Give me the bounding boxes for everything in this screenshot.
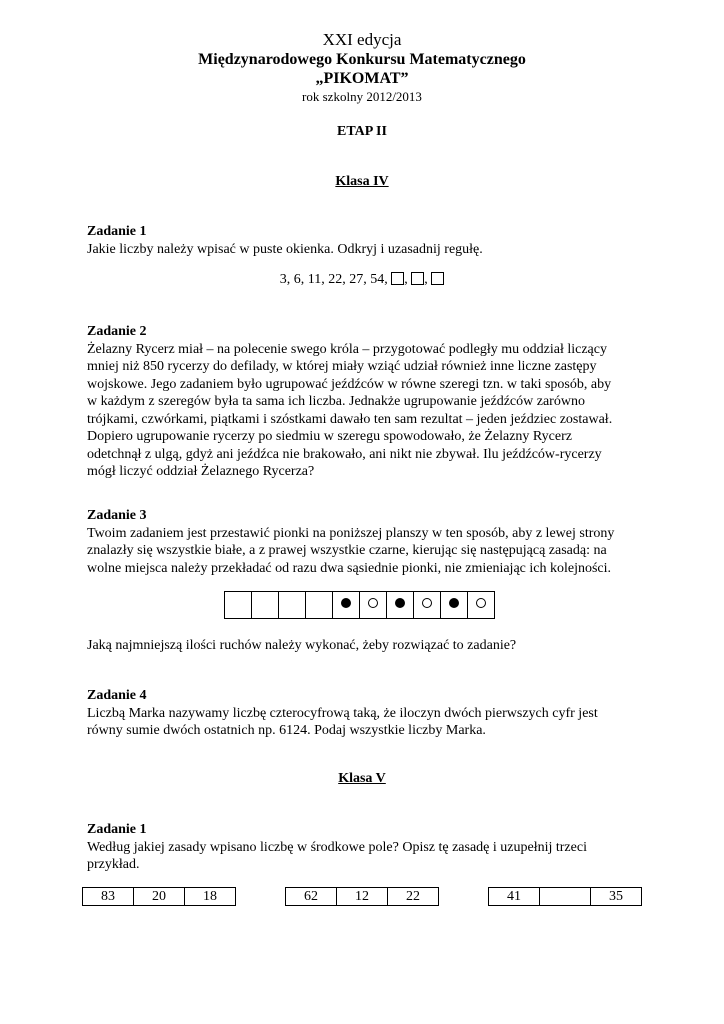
table-cell: 18 — [185, 888, 236, 906]
task-5-1-block — [87, 821, 647, 874]
school-year: rok szkolny 2012/2013 — [302, 89, 422, 104]
task-line: mógł liczyć oddział Żelaznego Rycerza? — [87, 464, 315, 479]
board-cell — [252, 592, 279, 619]
task-1-block — [87, 223, 647, 258]
edition-title: XXI edycja — [322, 30, 402, 49]
board-cell — [306, 592, 333, 619]
task-line: znalazły się wszystkie białe, a z prawej wszystkie czarne, kierując się następującą zasadą: na — [87, 543, 607, 558]
task-line: odetchnął z ulgą, gdyż ani jeźdźca nie brakowało, ani nikt nie zbywał. Ilu jeźdźców-rycerzy — [87, 446, 602, 462]
task-heading: Zadanie 3 — [87, 508, 147, 523]
sequence-number: 27 — [349, 272, 364, 287]
board-cell — [468, 592, 495, 619]
table-cell: 12 — [337, 888, 388, 906]
table-cell: 41 — [489, 888, 540, 906]
task-line: Według jakiej zasady wpisano liczbę w środkowe pole? Opisz tę zasadę i uzupełnij trzeci — [87, 839, 587, 855]
task-line: wolne miejsca należy przekładać od razu dwa sąsiednie pionki, nie zmieniając ich kolejności. — [87, 560, 612, 576]
task-line: Twoim zadaniem jest przestawić pionki na poniższej planszy w ten sposób, aby z lewej strony — [87, 525, 615, 541]
blank-box — [391, 272, 404, 285]
table-cell: 20 — [134, 888, 185, 906]
task-line: trójkami, czwórkami, piątkami i szóstkami dawało ten sam rezultat – jeden jeździec zostawał. — [87, 411, 613, 427]
black-pawn-icon — [449, 598, 459, 608]
task-line: Dopiero ugrupowanie rycerzy po siedmiu w szeregu spowodowało, że Żelazny Rycerz — [87, 429, 572, 444]
task-line: w każdym z szeregów była ta sama ich liczba. Jednakże ugrupowanie jeźdźców zarówno — [87, 394, 585, 409]
board-cell — [279, 592, 306, 619]
task-line: Liczbą Marka nazywamy liczbę czterocyfrową taką, że iloczyn dwóch pierwszych cyfr jest — [87, 705, 598, 721]
sequence-number: 54 — [370, 272, 385, 287]
task-heading: Zadanie 2 — [87, 324, 147, 339]
number-table — [488, 887, 642, 906]
sequence-number: 6 — [293, 272, 301, 287]
class-v-title: Klasa V — [338, 771, 386, 786]
table-cell: 35 — [591, 888, 642, 906]
stage-title: ETAP II — [337, 124, 387, 139]
task-heading: Zadanie 1 — [87, 224, 147, 239]
table-cell: 83 — [83, 888, 134, 906]
contest-name: „PIKOMAT” — [315, 70, 409, 87]
task-2-block — [87, 323, 647, 481]
number-table — [285, 887, 439, 906]
white-pawn-icon — [476, 598, 486, 608]
board-cell — [360, 592, 387, 619]
table-cell — [540, 888, 591, 906]
task-text: Jakie liczby należy wpisać w puste okienka. Odkryj i uzasadnij regułę. — [87, 241, 483, 257]
task-heading: Zadanie 4 — [87, 688, 147, 703]
black-pawn-icon — [395, 598, 405, 608]
board-cell — [225, 592, 252, 619]
task-3-question: Jaką najmniejszą ilości ruchów należy wykonać, żeby rozwiązać to zadanie? — [87, 638, 517, 653]
board-cell — [387, 592, 414, 619]
task-line: mniej niż 850 rycerzy do defilady, w której miały wziąć udział również inne liczne zastępy — [87, 359, 597, 374]
sequence-number: 3 — [279, 272, 287, 287]
white-pawn-icon — [422, 598, 432, 608]
task-3-block — [87, 507, 647, 577]
board-cell — [333, 592, 360, 619]
sequence-number: 22 — [328, 272, 343, 287]
number-sequence: 3, 6, 11, 22, 27, 54, , , — [0, 272, 724, 288]
task-line: wojskowe. Jego zadaniem było ugrupować jeźdźców w równe szeregi tzn. w taki sposób, aby — [87, 376, 612, 392]
blank-box — [411, 272, 424, 285]
task-line: przykład. — [87, 857, 140, 872]
table-cell: 22 — [388, 888, 439, 906]
board-cell — [441, 592, 468, 619]
task-line: Żelazny Rycerz miał – na polecenie swego króla – przygotować podległy mu oddział liczący — [87, 341, 607, 357]
task-4-block — [87, 687, 647, 740]
contest-line: Międzynarodowego Konkursu Matematycznego — [198, 51, 526, 68]
black-pawn-icon — [341, 598, 351, 608]
blank-box — [431, 272, 444, 285]
board-cell — [414, 592, 441, 619]
task-line: równy sumie dwóch ostatnich np. 6124. Podaj wszystkie liczby Marka. — [87, 723, 486, 738]
task-heading: Zadanie 1 — [87, 822, 147, 837]
number-table — [82, 887, 236, 906]
class-iv-title: Klasa IV — [335, 174, 389, 189]
pawn-board — [224, 591, 495, 619]
sequence-number: 11 — [307, 272, 322, 287]
white-pawn-icon — [368, 598, 378, 608]
table-cell: 62 — [286, 888, 337, 906]
